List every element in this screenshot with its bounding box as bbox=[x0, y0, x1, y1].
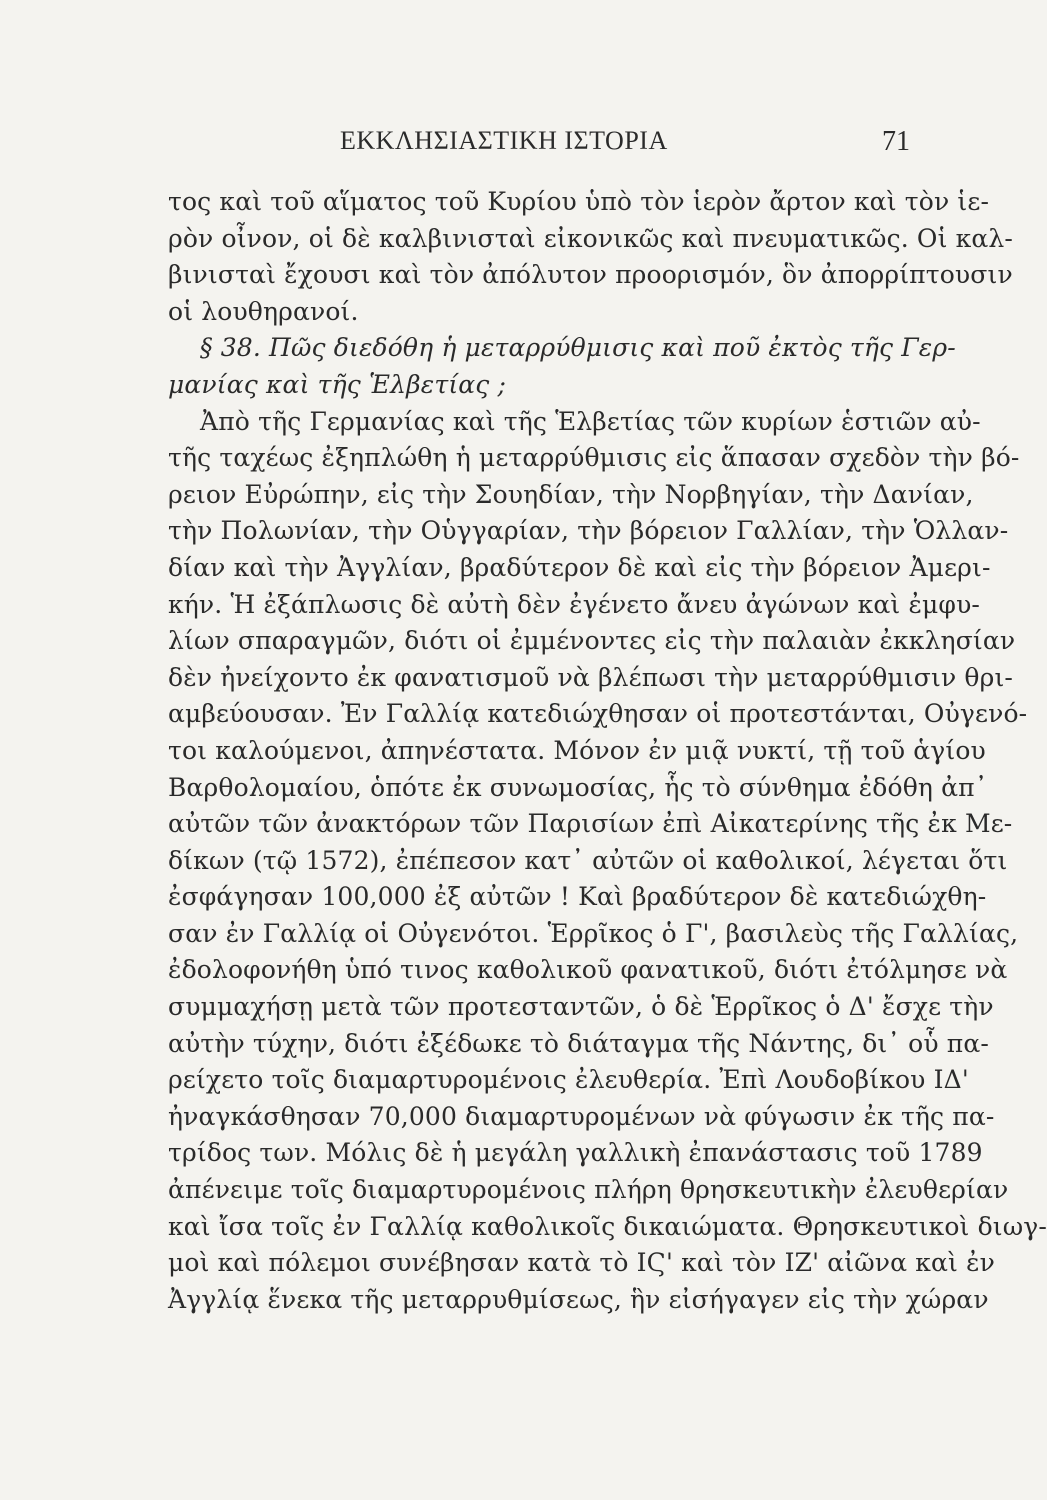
text-line: αὐτὴν τύχην, διότι ἐξέδωκε τὸ διάταγμα τῆς Νάντης, δι᾽ οὗ πα- bbox=[168, 1028, 989, 1058]
running-title: ΕΚΚΛΗΣΙΑΣΤΙΚΗ ΙΣΤΟΡΙΑ bbox=[340, 126, 668, 155]
text-line: ἐσφάγησαν 100,000 ἐξ αὐτῶν ! Καὶ βραδύτερον δὲ κατεδιώχθη- bbox=[168, 882, 987, 912]
section-heading: § 38. Πῶς διεδόθη ἡ μεταρρύθμισις καὶ ποῦ ἐκτὸς τῆς Γερ- bbox=[200, 333, 956, 363]
body-text bbox=[168, 184, 1047, 1318]
text-line: μοὶ καὶ πόλεμοι συνέβησαν κατὰ τὸ ΙϚ' καὶ τὸν ΙΖ' αἰῶνα καὶ ἐν bbox=[168, 1248, 995, 1278]
text-line: τρίδος των. Μόλις δὲ ἡ μεγάλη γαλλικὴ ἐπανάστασις τοῦ 1789 bbox=[168, 1138, 983, 1168]
text-line: συμμαχήσῃ μετὰ τῶν προτεσταντῶν, ὁ δὲ Ἑρρῖκος ὁ Δ' ἔσχε τὴν bbox=[168, 992, 994, 1022]
text-line: αμβεύουσαν. Ἐν Γαλλίᾳ κατεδιώχθησαν οἱ προτεστάνται, Οὐγενό- bbox=[168, 699, 1028, 729]
text-line: ρὸν οἶνον, οἱ δὲ καλβινισταὶ εἰκονικῶς καὶ πνευματικῶς. Οἱ καλ- bbox=[168, 223, 1014, 253]
text-line: τος καὶ τοῦ αἵματος τοῦ Κυρίου ὑπὸ τὸν ἱερὸν ἄρτον καὶ τὸν ἱε- bbox=[168, 187, 990, 216]
text-line: δίκων (τῷ 1572), ἐπέπεσον κατ᾽ αὐτῶν οἱ καθολικοί, λέγεται ὅτι bbox=[168, 845, 1008, 875]
page-number: 71 bbox=[882, 126, 910, 157]
text-line: οἱ λουθηρανοί. bbox=[168, 296, 359, 326]
text-line: αὐτῶν τῶν ἀνακτόρων τῶν Παρισίων ἐπὶ Αἰκατερίνης τῆς ἐκ Με- bbox=[168, 809, 1013, 839]
text-line: τοι καλούμενοι, ἀπηνέστατα. Μόνον ἐν μιᾷ νυκτί, τῇ τοῦ ἁγίου bbox=[168, 735, 986, 765]
text-line: Ἀγγλίᾳ ἕνεκα τῆς μεταρρυθμίσεως, ἣν εἰσήγαγεν εἰς τὴν χώραν bbox=[168, 1284, 989, 1314]
text-line: Βαρθολομαίου, ὁπότε ἐκ συνωμοσίας, ἧς τὸ σύνθημα ἐδόθη ἀπ᾽ bbox=[168, 772, 988, 802]
text-line: ρειον Εὐρώπην, εἰς τὴν Σουηδίαν, τὴν Νορβηγίαν, τὴν Δανίαν, bbox=[168, 479, 974, 509]
text-line: κήν. Ἡ ἐξάπλωσις δὲ αὐτὴ δὲν ἐγένετο ἄνευ ἀγώνων καὶ ἐμφυ- bbox=[168, 589, 981, 619]
running-header bbox=[170, 126, 920, 166]
text-line: τὴν Πολωνίαν, τὴν Οὑγγαρίαν, τὴν βόρειον Γαλλίαν, τὴν Ὁλλαν- bbox=[168, 516, 1009, 546]
text-line: καὶ ἴσα τοῖς ἐν Γαλλίᾳ καθολικοῖς δικαιώματα. Θρησκευτικοὶ διωγ- bbox=[168, 1211, 1047, 1241]
text-line: δὲν ἠνείχοντο ἐκ φανατισμοῦ νὰ βλέπωσι τὴν μεταρρύθμισιν θρι- bbox=[168, 662, 1013, 692]
text-line: Ἀπὸ τῆς Γερμανίας καὶ τῆς Ἑλβετίας τῶν κυρίων ἑστιῶν αὐ- bbox=[200, 406, 981, 436]
text-line: σαν ἐν Γαλλίᾳ οἱ Οὐγενότοι. Ἑρρῖκος ὁ Γ', βασιλεὺς τῆς Γαλλίας, bbox=[168, 918, 1019, 948]
text-line: βινισταὶ ἔχουσι καὶ τὸν ἀπόλυτον προορισμόν, ὃν ἀπορρίπτουσιν bbox=[168, 260, 1013, 290]
text-line: ἀπένειμε τοῖς διαμαρτυρομένοις πλήρη θρησκευτικὴν ἐλευθερίαν bbox=[168, 1175, 1009, 1205]
section-heading-cont: μανίας καὶ τῆς Ἑλβετίας ; bbox=[168, 369, 507, 399]
text-line: ρείχετο τοῖς διαμαρτυρομένοις ἐλευθερία. Ἐπὶ Λουδοβίκου ΙΔ' bbox=[168, 1065, 969, 1095]
text-line: ἐδολοφονήθη ὑπό τινος καθολικοῦ φανατικοῦ, διότι ἐτόλμησε νὰ bbox=[168, 955, 1008, 985]
text-line: δίαν καὶ τὴν Ἀγγλίαν, βραδύτερον δὲ καὶ εἰς τὴν βόρειον Ἀμερι- bbox=[168, 552, 991, 582]
text-line: ἠναγκάσθησαν 70,000 διαμαρτυρομένων νὰ φύγωσιν ἐκ τῆς πα- bbox=[168, 1101, 995, 1131]
text-line: τῆς ταχέως ἐξηπλώθη ἡ μεταρρύθμισις εἰς ἅπασαν σχεδὸν τὴν βό- bbox=[168, 443, 1020, 473]
text-line: λίων σπαραγμῶν, διότι οἱ ἐμμένοντες εἰς τὴν παλαιὰν ἐκκλησίαν bbox=[168, 626, 1016, 656]
